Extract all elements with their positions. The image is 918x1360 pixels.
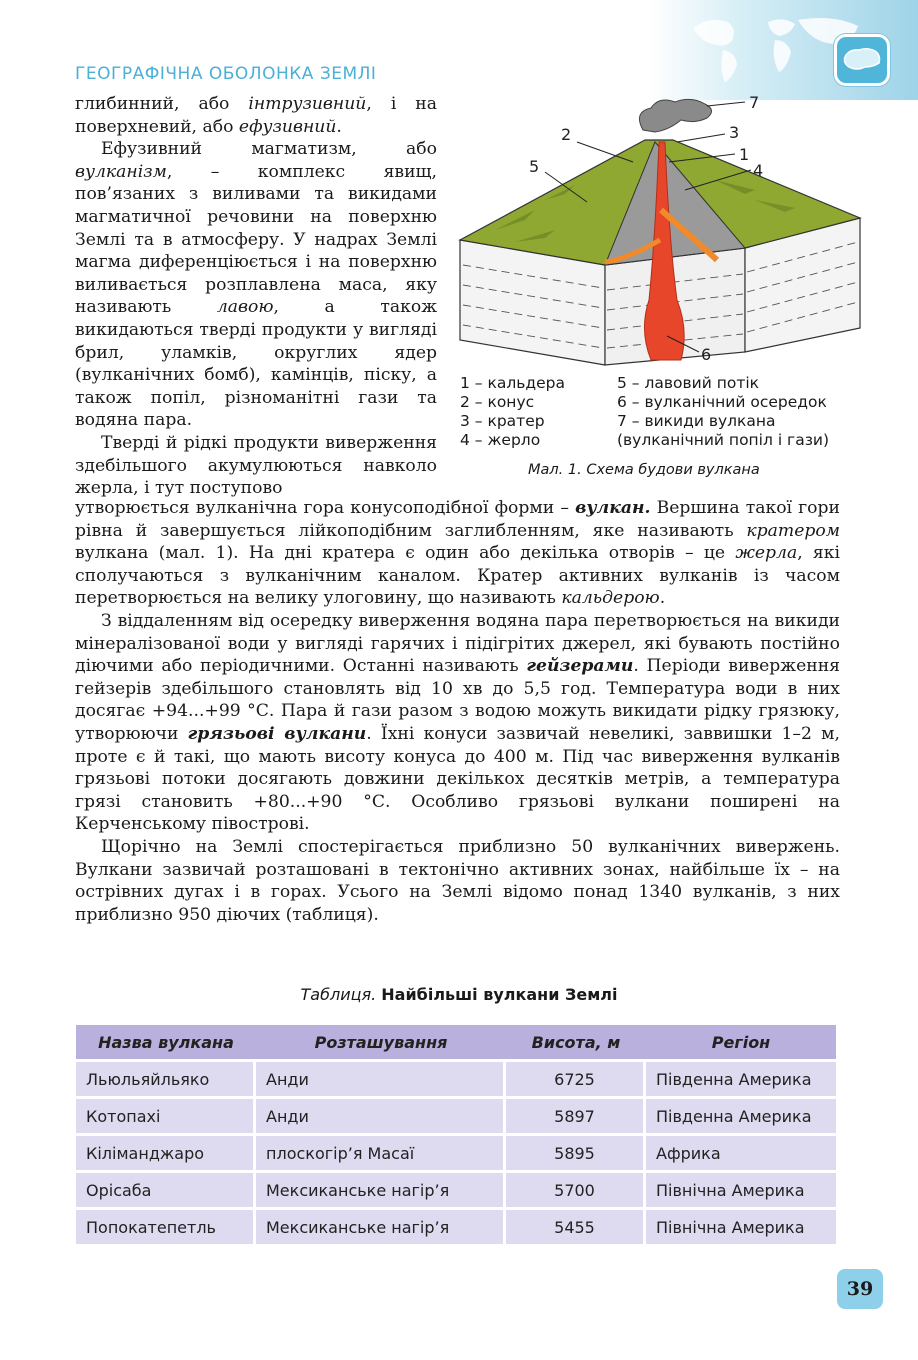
- text-run: лавою: [216, 297, 274, 318]
- section-header: ГЕОГРАФІЧНА ОБОЛОНКА ЗЕМЛІ: [75, 64, 377, 84]
- text-run: вулканізм: [75, 161, 167, 182]
- label-5: 5: [529, 157, 540, 176]
- table-cell: Котопахі: [76, 1099, 256, 1133]
- table-header-row: [76, 1025, 836, 1059]
- table-row: [76, 1136, 836, 1170]
- paragraph: [75, 497, 840, 610]
- text-run: , – комплекс явищ, пов’язаних з виливами та викидами магматичної речовини на поверхню Землі та в атмосферу. У надрах Землі магма диференціюється і на поверхню виливається розплавлена маса, яку називають: [75, 161, 437, 318]
- corner-decoration: [648, 0, 918, 100]
- table-row: [76, 1173, 836, 1207]
- table-cell: 5455: [506, 1210, 646, 1244]
- table-cell: 5700: [506, 1173, 646, 1207]
- figure-caption: Мал. 1. Схема будови вулкана: [528, 462, 760, 478]
- table-cell: Південна Америка: [646, 1099, 836, 1133]
- text-run: . Періоди виверження гейзерів здебільшого становлять від 10 хв до 5,5 год. Температура води в них досягає +94...+99 °С. Пара й гази разом з водою можуть викидати рідку грязюку, утворюючи: [75, 656, 841, 744]
- label-4: 4: [753, 161, 764, 180]
- table-cell: Попокатепетль: [76, 1210, 256, 1244]
- paragraph: [75, 836, 840, 926]
- text-run: вулкан.: [575, 498, 651, 518]
- table-cell: плоскогір’я Масаї: [256, 1136, 506, 1170]
- text-run: вулкана (мал. 1). На дні кратера є один або декілька отворів – це: [75, 543, 736, 564]
- table-header: Розташування: [256, 1025, 506, 1059]
- text-run: утворюється вулканічна гора конусоподібної форми –: [75, 498, 576, 518]
- table-cell: Анди: [256, 1099, 506, 1133]
- table-caption-title: Найбільші вулкани Землі: [381, 985, 618, 1004]
- table-cell: Південна Америка: [646, 1062, 836, 1096]
- text-run: Ефузивний магматизм, або: [101, 139, 437, 160]
- label-1: 1: [739, 145, 750, 164]
- table-row: [76, 1062, 836, 1096]
- text-run: кальдерою: [561, 588, 660, 609]
- eruption-cloud: [639, 99, 711, 132]
- table-cell: 6725: [506, 1062, 646, 1096]
- table-row: [76, 1210, 836, 1244]
- table-cell: Африка: [646, 1136, 836, 1170]
- text-run: Вершина такої гори рівна й завершується лійкоподібним заглибленням, яке називають: [75, 498, 840, 541]
- text-run: . Їхні конуси зазвичай невеликі, заввишки 1–2 м, проте є й такі, що мають висоту конуса до 400 м. Під час виверження вулканів грязьові потоки досягають довжини декількох десятків метрів, а температура грязі становить +80...+90 °С. Особливо грязьові вулкани поширені на Керченському півострові.: [75, 723, 841, 835]
- paragraph: [75, 138, 437, 432]
- text-run: , які сполучаються з вулканічним каналом. Кратер активних вулканів із часом перетворюється на велику улоговину, що називають: [75, 543, 841, 609]
- table-cell: 5895: [506, 1136, 646, 1170]
- table-caption: [0, 985, 918, 1004]
- label-3: 3: [729, 123, 740, 142]
- page-number: 39: [837, 1269, 883, 1309]
- table-header: Висота, м: [506, 1025, 646, 1059]
- volcano-table: [76, 1022, 836, 1247]
- volcano-diagram: [455, 90, 865, 390]
- table-cell: Мексиканське нагір’я: [256, 1210, 506, 1244]
- legend-item: 6 – вулканічний осередок: [617, 393, 827, 411]
- legend-item: 4 – жерло: [460, 431, 541, 449]
- text-run: .: [659, 588, 666, 609]
- table-header: Назва вулкана: [76, 1025, 256, 1059]
- table-cell: 5897: [506, 1099, 646, 1133]
- text-run: інтрузивний: [248, 94, 367, 114]
- text-run: , і на поверхневий, або: [75, 94, 437, 137]
- full-column-text: [75, 497, 840, 926]
- legend-item: 1 – кальдера: [460, 374, 565, 392]
- text-run: глибинний, або: [75, 94, 249, 114]
- text-run: гейзерами: [526, 656, 634, 677]
- text-run: Щорічно на Землі спостерігається приблизно 50 вулканічних вивержень. Вулкани зазвичай розташовані в тектонічно активних зонах, найбільше їх – на острівних дугах і в горах. Усього на Землі відомо понад 1340 вулканів, з них приблизно 950 діючих (таблиця).: [75, 836, 840, 925]
- table-cell: Мексиканське нагір’я: [256, 1173, 506, 1207]
- legend-item: 7 – викиди вулкана: [617, 412, 776, 430]
- legend-item: 5 – лавовий потік: [617, 374, 760, 392]
- text-run: грязьові вулкани: [187, 723, 367, 744]
- table-caption-prefix: Таблиця.: [300, 985, 377, 1004]
- table-cell: Північна Америка: [646, 1210, 836, 1244]
- table-header: Регіон: [646, 1025, 836, 1059]
- text-run: З віддаленням від осередку виверження водяна пара перетворюється на викиди мінералізованої води у вигляді гарячих і підігрітих джерел, які бувають постійно діючими або періодичними. Останні називають: [75, 610, 840, 677]
- table-cell: Анди: [256, 1062, 506, 1096]
- label-2: 2: [561, 125, 572, 144]
- table-row: [76, 1099, 836, 1133]
- paragraph: [75, 432, 437, 500]
- table-cell: Північна Америка: [646, 1173, 836, 1207]
- legend-item: 3 – кратер: [460, 412, 545, 430]
- text-run: ефузивний: [238, 116, 337, 137]
- text-run: кратером: [746, 520, 840, 541]
- label-7: 7: [749, 93, 760, 112]
- text-run: .: [336, 116, 342, 137]
- table-cell: Кіліманджаро: [76, 1136, 256, 1170]
- text-run: Тверді й рідкі продукти виверження здебільшого акумулюються навколо жерла, і тут поступово: [75, 432, 437, 499]
- text-run: , а також викидаються тверді продукти у вигляді брил, уламків, округлих ядер (вулканічних бомб), камінців, піску, а також попіл, різноманітні гази та водяна пара.: [75, 297, 438, 431]
- table-cell: Орісаба: [76, 1173, 256, 1207]
- ukraine-badge-icon: [834, 34, 890, 86]
- paragraph: [75, 610, 840, 836]
- paragraph: [75, 93, 437, 138]
- legend-item: 2 – конус: [460, 393, 535, 411]
- table-cell: Льюльяйльяко: [76, 1062, 256, 1096]
- legend-item: (вулканічний попіл і гази): [617, 431, 830, 449]
- text-run: жерла: [735, 543, 798, 564]
- left-column-text: [75, 93, 437, 500]
- label-6: 6: [701, 345, 712, 364]
